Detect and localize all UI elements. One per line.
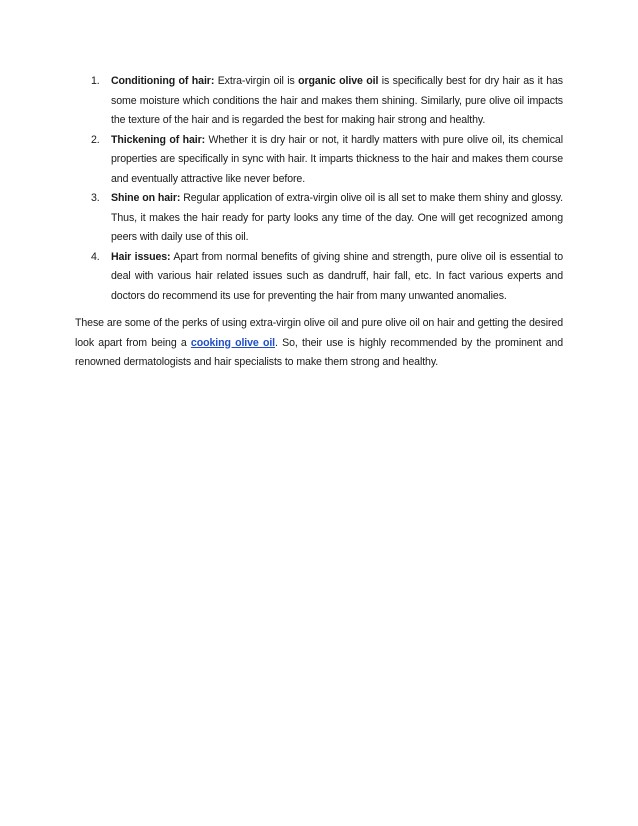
list-item-shine bbox=[91, 189, 563, 248]
document-body bbox=[75, 72, 563, 373]
list-item-hair-issues bbox=[91, 248, 563, 307]
item-text: Apart from normal benefits of giving shine and strength, pure olive oil is essential to deal with various hair related issues such as dandruff, hair fall, etc. In fact various experts and doctors do recommend its use for preventing the hair from many unwanted anomalies. bbox=[111, 250, 563, 302]
closing-paragraph bbox=[75, 314, 563, 373]
item-text: Whether it is dry hair or not, it hardly matters with pure olive oil, its chemical properties are specifically in sync with hair. It imparts thickness to the hair and makes them course and eventually attractive like never before. bbox=[111, 133, 563, 185]
item-text: Extra-virgin oil is bbox=[214, 75, 299, 87]
list-number: 3. bbox=[91, 192, 100, 204]
list-item-conditioning bbox=[91, 72, 563, 131]
closing-text: . So, their use is highly recommended by the prominent and renowned dermatologists and hair specialists to make them strong and healthy. bbox=[75, 336, 563, 368]
item-text: Regular application of extra-virgin olive oil is all set to make them shiny and glossy. Thus, it makes the hair ready for party looks any time of the day. One will get recognized among peers with daily use of this oil. bbox=[111, 192, 563, 243]
cooking-olive-oil-link[interactable]: cooking olive oil bbox=[190, 336, 276, 349]
perks-list bbox=[75, 72, 563, 306]
item-title: Conditioning of hair: bbox=[111, 75, 215, 87]
list-number: 1. bbox=[91, 75, 100, 87]
list-number: 4. bbox=[91, 250, 100, 263]
item-title: Hair issues: bbox=[111, 250, 171, 263]
item-title: Thickening of hair: bbox=[111, 133, 206, 146]
item-emphasis: organic olive oil bbox=[298, 75, 379, 87]
item-text: is specifically best for dry hair as it has some moisture which conditions the hair and makes them shining. Similarly, pure olive oil impacts the texture of the hair and is regarded the best for making hair strong and healthy. bbox=[111, 75, 563, 126]
list-item-thickening bbox=[91, 131, 563, 190]
closing-text: These are some of the perks of using extra-virgin olive oil and pure olive oil on hair and getting the desired look apart from being a bbox=[75, 317, 563, 349]
item-title: Shine on hair: bbox=[111, 192, 181, 204]
list-number: 2. bbox=[91, 133, 100, 146]
